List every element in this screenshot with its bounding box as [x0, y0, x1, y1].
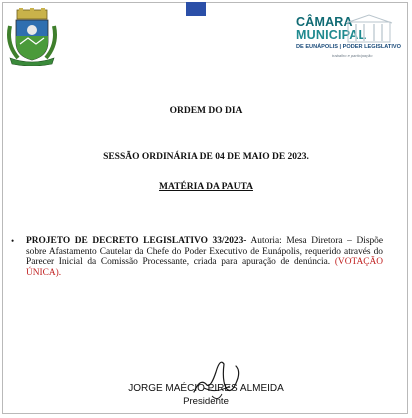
- camara-logo-line2: MUNICIPAL: [296, 28, 367, 42]
- project-description: Autoria: Mesa Diretora – Dispõe sobre Afastamento Cautelar da Chefe do Poder Executivo de Eunápolis, requerido através do Parecer Inicial da Comissão Processante, criada para apuração de denúncia.: [26, 236, 383, 268]
- camara-logo-tagline: trabalho e participação: [332, 53, 373, 58]
- agenda-item: [11, 236, 383, 278]
- section-title: MATÉRIA DA PAUTA: [159, 182, 253, 192]
- camara-logo-line1: CÂMARA: [296, 15, 353, 29]
- project-title: PROJETO DE DECRETO LEGISLATIVO 33/2023-: [26, 236, 247, 246]
- municipal-coat-of-arms-icon: [6, 8, 58, 66]
- signer-name: JORGE MAÉCIO PIRES ALMEIDA: [128, 383, 284, 394]
- building-icon: [344, 14, 394, 44]
- camara-logo-subtitle: DE EUNÁPOLIS | PODER LEGISLATIVO: [296, 44, 401, 50]
- bullet-icon: •: [11, 236, 15, 246]
- document-title: ORDEM DO DIA: [169, 106, 243, 116]
- signer-role: Presidente: [183, 396, 229, 407]
- camara-municipal-logo: [296, 14, 400, 66]
- top-color-tab: [186, 2, 206, 16]
- vote-type: (VOTAÇÃO ÚNICA).: [26, 257, 384, 278]
- session-title: SESSÃO ORDINÁRIA DE 04 DE MAIO DE 2023.: [103, 152, 309, 162]
- agenda-item-text: [26, 236, 383, 278]
